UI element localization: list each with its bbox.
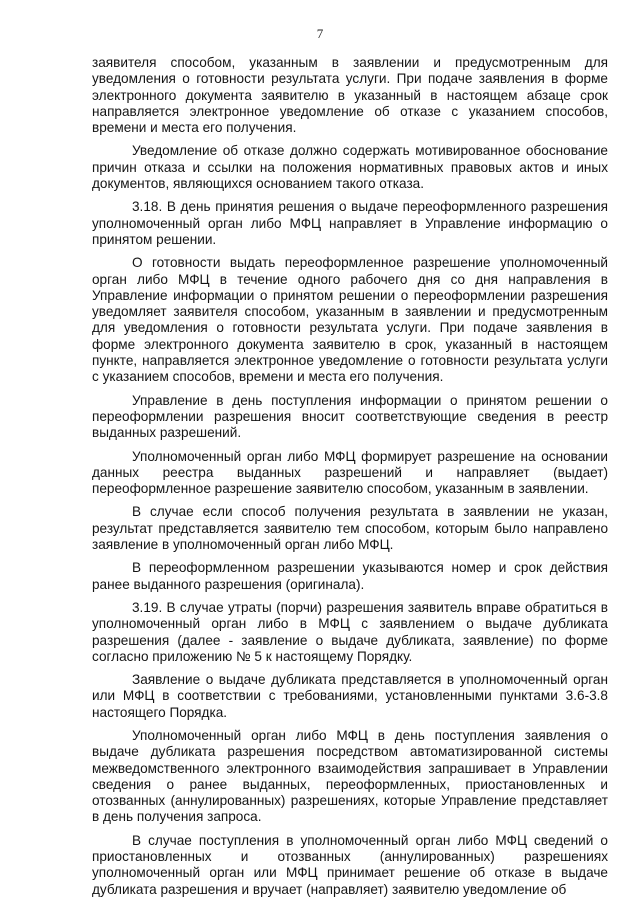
paragraph-duplicate-refusal: В случае поступления в уполномоченный орган либо МФЦ сведений о приостановленных и отозванных (аннулированных) разрешениях уполномоченный орган или МФЦ принимает решение об отказе в выдаче дубликата разрешения и вручает (направляет) заявителю уведомление об: [92, 832, 608, 897]
page-number: 7: [316, 26, 324, 41]
paragraph-readiness-notice: О готовности выдать переоформленное разрешение уполномоченный орган либо МФЦ в течение одного рабочего дня со дня направления в Управление информации о принятом решении о переоформлении разрешения уведомляет заявителя способом, указанным в заявлении и предусмотренным для уведомления о готовности результата услуги. При подаче заявления в форме электронного документа заявителю в срок, указанный в настоящем пункте, направляется электронное уведомление о готовности результата услуги с указанием способов, времени и места его получения.: [92, 255, 608, 385]
paragraph-continuation: заявителя способом, указанным в заявлении и предусмотренным для уведомления о готовности результата услуги. При подаче заявления в форме электронного документа заявителю в указанный в настоящем абзаце срок направляется электронное уведомление об отказе с указанием способов, времени и места его получения.: [92, 55, 608, 136]
document-body: [92, 55, 608, 898]
paragraph-permit-number-term: В переоформленном разрешении указываются номер и срок действия ранее выданного разрешения (оригинала).: [92, 560, 608, 592]
paragraph-3-19: 3.19. В случае утраты (порчи) разрешения заявитель вправе обратиться в уполномоченный орган либо в МФЦ с заявлением о выдаче дубликата разрешения (далее - заявление о выдаче дубликата, заявление) по форме согласно приложению № 5 к настоящему Порядку.: [92, 599, 608, 664]
paragraph-3-18: 3.18. В день принятия решения о выдаче переоформленного разрешения уполномоченный орган либо МФЦ направляет в Управление информацию о принятом решении.: [92, 199, 608, 247]
paragraph-delivery-method: В случае если способ получения результата в заявлении не указан, результат представляется заявителю тем способом, которым было направлено заявление в уполномоченный орган либо МФЦ.: [92, 504, 608, 553]
paragraph-permit-formation: Уполномоченный орган либо МФЦ формирует разрешение на основании данных реестра выданных разрешений и направляет (выдает) переоформленное разрешение заявителю способом, указанным в заявлении.: [92, 448, 608, 497]
paragraph-duplicate-submission: Заявление о выдаче дубликата представляется в уполномоченный орган или МФЦ в соответствии с требованиями, установленными пунктами 3.6-3.8 настоящего Порядка.: [92, 672, 608, 720]
paragraph-refusal-notice-content: Уведомление об отказе должно содержать мотивированное обоснование причин отказа и ссылки на положения нормативных правовых актов и иных документов, являющихся основанием такого отказа.: [92, 143, 608, 192]
paragraph-interagency-request: Уполномоченный орган либо МФЦ в день поступления заявления о выдаче дубликата разрешения посредством автоматизированной системы межведомственного электронного взаимодействия запрашивает в Управлении сведения о ранее выданных, переоформленных, приостановленных и отозванных (аннулированных) разрешениях, которые Управление представляет в день получения запроса.: [92, 727, 608, 825]
paragraph-registry-update: Управление в день поступления информации о принятом решении о переоформлении разрешения вносит соответствующие сведения в реестр выданных разрешений.: [92, 392, 608, 441]
